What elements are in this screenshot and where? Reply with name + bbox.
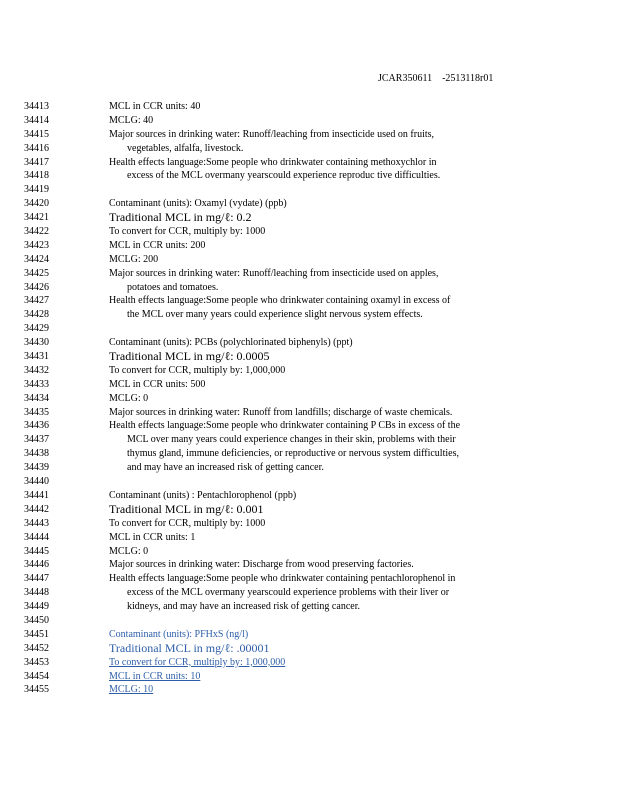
document-line — [0, 572, 618, 586]
document-line — [0, 614, 618, 628]
line-text: Major sources in drinking water: Runoff from landfills; discharge of waste chemicals. — [109, 406, 453, 418]
document-line — [0, 322, 618, 336]
line-number: 34413 — [24, 101, 49, 112]
line-text: To convert for CCR, multiply by: 1,000,000 — [109, 656, 286, 668]
line-number: 34419 — [24, 184, 49, 196]
line-number: 34445 — [24, 545, 49, 557]
line-text: the MCL over many years could experience slight nervous system effects. — [127, 309, 423, 321]
document-line — [0, 294, 618, 308]
document-line — [0, 628, 618, 642]
line-number: 34441 — [24, 489, 49, 501]
document-line — [0, 489, 618, 503]
line-number: 34449 — [24, 601, 49, 613]
line-text: Traditional MCL in mg/ℓ: 0.001 — [109, 501, 264, 516]
line-number: 34455 — [24, 684, 49, 696]
line-list — [0, 100, 618, 697]
line-text: MCLG: 10 — [109, 684, 154, 696]
document-header: JCAR350611 -2513118r01 — [378, 73, 494, 84]
document-line — [0, 531, 618, 545]
document-line — [0, 517, 618, 531]
line-text: Health effects language:Some people who drinkwater containing pentachlorophenol in — [109, 573, 456, 585]
document-line — [0, 642, 618, 656]
document-line — [0, 336, 618, 350]
line-text: Health effects language:Some people who drinkwater containing oxamyl in excess of — [109, 295, 451, 307]
line-number: 34435 — [24, 406, 49, 418]
document-line — [0, 169, 618, 183]
line-text: Traditional MCL in mg/ℓ: 0.2 — [109, 210, 252, 225]
line-number: 34448 — [24, 587, 49, 599]
line-number: 34417 — [24, 156, 49, 168]
document-line — [0, 670, 618, 684]
document-line — [0, 392, 618, 406]
line-text: excess of the MCL overmany yearscould experience problems with their liver or — [127, 587, 450, 599]
document-line — [0, 267, 618, 281]
document-line — [0, 656, 618, 670]
document-line — [0, 378, 618, 392]
line-number: 34416 — [24, 142, 49, 154]
line-text: Health effects language:Some people who drinkwater containing methoxychlor in — [109, 156, 437, 168]
line-number: 34418 — [24, 170, 49, 182]
line-number: 34450 — [24, 614, 49, 626]
line-text: kidneys, and may have an increased risk of getting cancer. — [127, 601, 360, 613]
line-number: 34454 — [24, 670, 49, 682]
document-line — [0, 350, 618, 364]
line-number: 34428 — [24, 309, 49, 321]
document-line — [0, 683, 618, 697]
line-number: 34452 — [24, 642, 49, 654]
line-number: 34426 — [24, 281, 49, 293]
line-text: excess of the MCL overmany yearscould experience reproduc tive difficulties. — [127, 170, 441, 182]
line-number: 34430 — [24, 337, 49, 349]
document-line — [0, 156, 618, 170]
line-number: 34422 — [24, 226, 49, 238]
line-text: MCL in CCR units: 10 — [109, 670, 201, 682]
line-number: 34432 — [24, 364, 49, 376]
line-text: MCLG: 200 — [109, 253, 159, 265]
line-text: Major sources in drinking water: Discharge from wood preserving factories. — [109, 559, 414, 571]
line-number: 34427 — [24, 295, 49, 307]
line-number: 34438 — [24, 448, 49, 460]
document-line — [0, 545, 618, 559]
document-line — [0, 225, 618, 239]
line-number: 34431 — [24, 351, 49, 363]
line-number: 34453 — [24, 656, 49, 668]
document-line — [0, 447, 618, 461]
line-number: 34444 — [24, 531, 49, 543]
document-line — [0, 475, 618, 489]
document-line — [0, 197, 618, 211]
document-line — [0, 406, 618, 420]
line-number: 34423 — [24, 239, 49, 251]
line-number: 34429 — [24, 323, 49, 335]
line-text: Major sources in drinking water: Runoff/leaching from insecticide used on apples, — [109, 267, 439, 279]
line-text: To convert for CCR, multiply by: 1000 — [109, 517, 266, 529]
line-text: Traditional MCL in mg/ℓ: .00001 — [109, 640, 270, 655]
document-line — [0, 128, 618, 142]
line-number: 34451 — [24, 628, 49, 640]
line-text: potatoes and tomatoes. — [127, 281, 219, 293]
line-number: 34421 — [24, 212, 49, 224]
line-text: MCLG: 0 — [109, 392, 149, 404]
document-line — [0, 419, 618, 433]
line-text: and may have an increased risk of getting cancer. — [127, 462, 324, 474]
line-text: MCL in CCR units: 200 — [109, 239, 206, 251]
document-line — [0, 364, 618, 378]
document-line — [0, 503, 618, 517]
line-text: MCL in CCR units: 1 — [109, 531, 196, 543]
line-text: Traditional MCL in mg/ℓ: 0.0005 — [109, 349, 270, 364]
line-text: MCL over many years could experience changes in their skin, problems with their — [127, 434, 456, 446]
line-text: Contaminant (units): PFHxS (ng/l) — [109, 628, 249, 640]
document-line — [0, 558, 618, 572]
line-number: 34415 — [24, 128, 49, 140]
document-line — [0, 183, 618, 197]
document-line — [0, 142, 618, 156]
document-line — [0, 433, 618, 447]
line-number: 34446 — [24, 559, 49, 571]
line-number: 34440 — [24, 476, 49, 488]
line-number: 34439 — [24, 462, 49, 474]
line-text: To convert for CCR, multiply by: 1000 — [109, 226, 266, 238]
document-line — [0, 308, 618, 322]
document-line — [0, 100, 618, 114]
document-line — [0, 114, 618, 128]
line-number: 34425 — [24, 267, 49, 279]
line-number: 34414 — [24, 114, 49, 126]
document-line — [0, 461, 618, 475]
line-text: Health effects language:Some people who drinkwater containing P CBs in excess of the — [109, 420, 461, 432]
line-number: 34442 — [24, 503, 49, 515]
line-text: MCLG: 0 — [109, 545, 149, 557]
line-text: To convert for CCR, multiply by: 1,000,000 — [109, 364, 286, 376]
line-number: 34443 — [24, 517, 49, 529]
line-number: 34436 — [24, 420, 49, 432]
line-text: vegetables, alfalfa, livestock. — [127, 142, 244, 154]
line-text: Contaminant (units) : Pentachlorophenol (ppb) — [109, 489, 297, 501]
document-line — [0, 239, 618, 253]
line-text: Contaminant (units): PCBs (polychlorinated biphenyls) (ppt) — [109, 337, 353, 349]
line-text: Major sources in drinking water: Runoff/leaching from insecticide used on fruits, — [109, 128, 435, 140]
line-text: thymus gland, immune deficiencies, or reproductive or nervous system difficulties, — [127, 448, 459, 460]
line-number: 34447 — [24, 573, 49, 585]
document-line — [0, 586, 618, 600]
line-text: MCL in CCR units: 500 — [109, 378, 206, 390]
document-line — [0, 253, 618, 267]
document-line — [0, 211, 618, 225]
line-number: 34434 — [24, 392, 49, 404]
line-number: 34420 — [24, 198, 49, 210]
document-line — [0, 281, 618, 295]
line-number: 34424 — [24, 253, 49, 265]
line-text: Contaminant (units): Oxamyl (vydate) (ppb) — [109, 198, 287, 210]
line-number: 34437 — [24, 434, 49, 446]
line-number: 34433 — [24, 378, 49, 390]
document-line — [0, 600, 618, 614]
line-text: MCL in CCR units: 40 — [109, 101, 201, 112]
line-text: MCLG: 40 — [109, 114, 154, 126]
